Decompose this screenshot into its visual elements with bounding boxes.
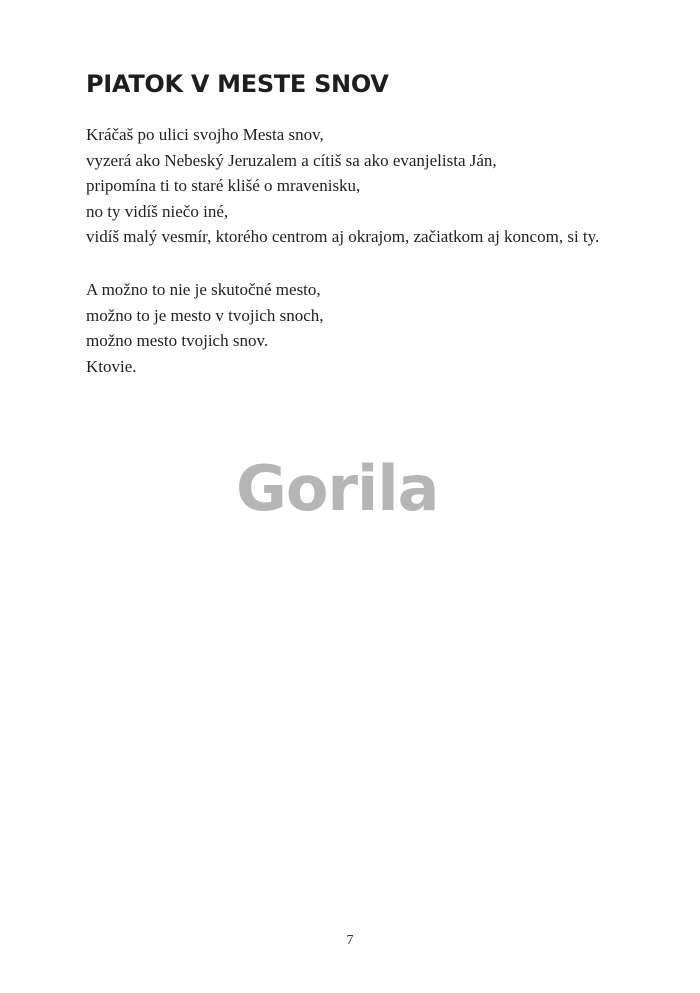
poem-line: možno mesto tvojich snov. (86, 331, 269, 350)
poem-stanza-2 (86, 277, 324, 379)
poem-title: PIATOK V MESTE SNOV (86, 70, 389, 98)
poem-line: vyzerá ako Nebeský Jeruzalem a cítiš sa ako evanjelista Ján, (86, 150, 497, 170)
poem-stanza-1 (86, 122, 599, 250)
poem-line: Ktovie. (86, 356, 137, 376)
poem-line: no ty vidíš niečo iné, (86, 201, 229, 221)
gorila-watermark-logo: Gorila (236, 452, 439, 525)
poem-line: A možno to nie je skutočné mesto, (86, 280, 321, 299)
poem-line: Kráčaš po ulici svojho Mesta snov, (86, 125, 324, 144)
page-number: 7 (346, 933, 354, 948)
poem-line: pripomína ti to staré klišé o mravenisku, (86, 176, 361, 195)
poem-line: možno to je mesto v tvojich snoch, (86, 305, 324, 325)
poem-line: vidíš malý vesmír, ktorého centrom aj okrajom, začiatkom aj koncom, si ty. (86, 227, 600, 246)
